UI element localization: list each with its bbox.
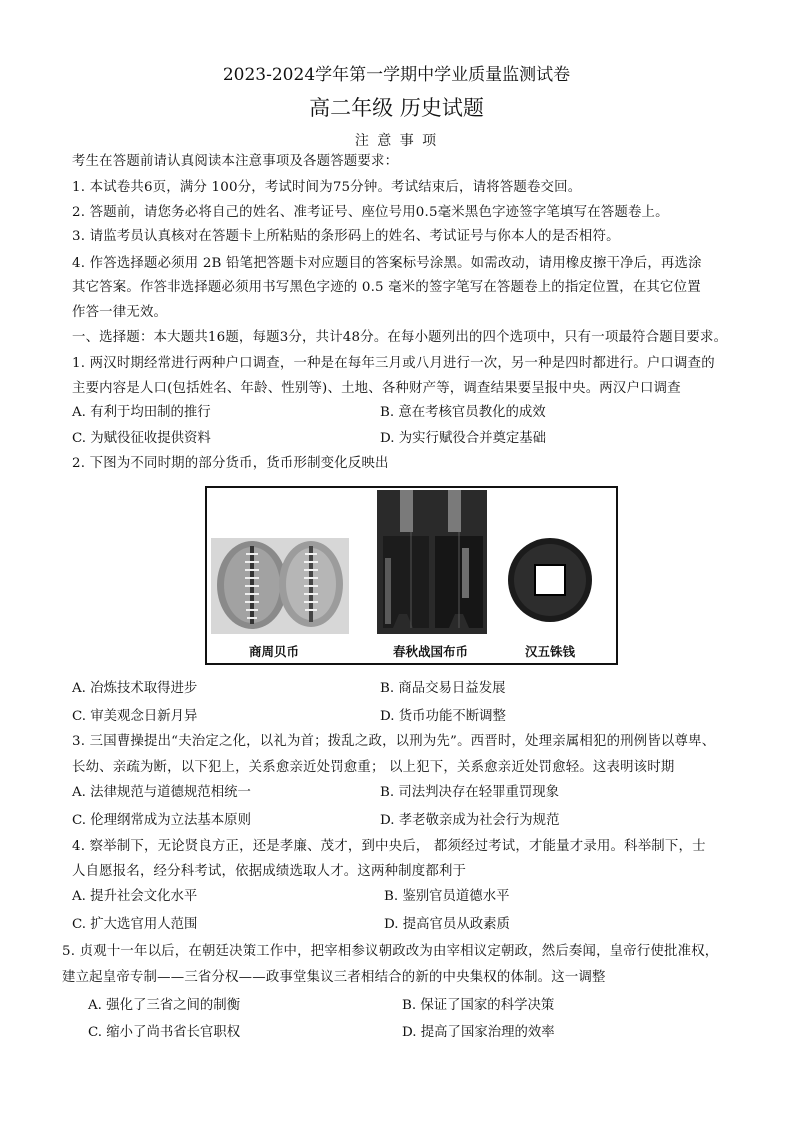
- notice-heading: 注 意 事 项: [354, 133, 439, 149]
- question-3-line-1: 3. 三国曹操提出“夫治定之化，以礼为首；拨乱之政，以刑为先”。西晋时，处理亲属相犯的刑例皆以尊卑、: [72, 734, 716, 749]
- question-5-line-2: 建立起皇帝专制——三省分权——政事堂集议三者相结合的新的中央集权的体制。这一调整: [62, 970, 606, 985]
- question-1-line-2: 主要内容是人口(包括姓名、年龄、性别等)、土地、各种财产等，调查结果要呈报中央。两汉户口调查: [72, 381, 681, 396]
- question-4-option-b: B. 鉴别官员道德水平: [384, 889, 510, 904]
- question-3-line-2: 长幼、亲疏为断，以下犯上，关系愈亲近处罚愈重； 以上犯下，关系愈亲近处罚愈轻。这表明该时期: [72, 760, 675, 775]
- instruction-item-4-line-1: 4. 作答选择题必须用 2B 铅笔把答题卡对应题目的答案标号涂黑。如需改动，请用橡皮擦干净后，再选涂: [72, 256, 702, 271]
- question-2-option-c: C. 审美观念日新月异: [72, 709, 198, 724]
- question-2-line-1: 2. 下图为不同时期的部分货币，货币形制变化反映出: [72, 456, 389, 471]
- question-5-option-b: B. 保证了国家的科学决策: [402, 998, 555, 1013]
- question-5-line-1: 5. 贞观十一年以后，在朝廷决策工作中，把宰相参议朝政改为由宰相议定朝政，然后奏闻，皇帝行使批准权，: [62, 944, 719, 959]
- caption-shell-money: 商周贝币: [249, 644, 300, 659]
- question-5-option-d: D. 提高了国家治理的效率: [402, 1025, 555, 1040]
- question-3-option-c: C. 伦理纲常成为立法基本原则: [72, 813, 251, 828]
- question-1-option-d: D. 为实行赋役合并奠定基础: [380, 431, 547, 446]
- caption-spade-money: 春秋战国布币: [393, 644, 469, 659]
- instruction-item-1: 1. 本试卷共6页，满分 100分，考试时间为75分钟。考试结束后，请将答题卷交回。: [72, 180, 582, 195]
- question-1-option-c: C. 为赋役征收提供资料: [72, 431, 211, 446]
- question-4-line-1: 4. 察举制下，无论贤良方正，还是孝廉、茂才，到中央后， 都须经过考试，才能量才录用。科举制下，士: [72, 839, 706, 854]
- instructions-intro: 考生在答题前请认真阅读本注意事项及各题答题要求：: [72, 154, 399, 169]
- currency-illustration: [207, 488, 616, 663]
- question-3-option-d: D. 孝老敬亲成为社会行为规范: [380, 813, 560, 828]
- question-2-option-b: B. 商品交易日益发展: [380, 681, 506, 696]
- instruction-item-3: 3. 请监考员认真核对在答题卡上所粘贴的条形码上的姓名、考试证号与你本人的是否相符。: [72, 229, 620, 244]
- question-2-option-a: A. 冶炼技术取得进步: [72, 681, 198, 696]
- question-5-option-c: C. 缩小了尚书省长官职权: [88, 1025, 241, 1040]
- currency-figure: [205, 486, 618, 665]
- caption-wuzhu-coin: 汉五铢钱: [525, 644, 576, 659]
- question-1-option-b: B. 意在考核官员教化的成效: [380, 405, 546, 420]
- exam-title: 2023-2024学年第一学期中学业质量监测试卷: [222, 65, 571, 85]
- question-1-line-1: 1. 两汉时期经常进行两种户口调查，一种是在每年三月或八月进行一次，另一种是四时都进行。户口调查的: [72, 356, 715, 371]
- question-4-option-a: A. 提升社会文化水平: [72, 889, 198, 904]
- instruction-item-4-line-2: 其它答案。作答非选择题必须用书写黑色字迹的 0.5 毫米的签字笔写在答题卷上的指定位置，在其它位置: [72, 280, 701, 295]
- instruction-item-4-line-3: 作答一律无效。: [72, 305, 168, 320]
- question-4-line-2: 人自愿报名，经分科考试，依据成绩选取人才。这两种制度都利于: [72, 864, 467, 879]
- question-3-option-b: B. 司法判决存在轻罪重罚现象: [380, 785, 560, 800]
- question-1-option-a: A. 有利于均田制的推行: [72, 405, 211, 420]
- exam-subtitle: 高二年级 历史试题: [309, 96, 484, 120]
- question-2-option-d: D. 货币功能不断调整: [380, 709, 506, 724]
- section-heading: 一、选择题：本大题共16题，每题3分，共计48分。在每小题列出的四个选项中，只有一项最符合题目要求。: [72, 330, 728, 345]
- question-4-option-d: D. 提高官员从政素质: [384, 917, 510, 932]
- instruction-item-2: 2. 答题前，请您务必将自己的姓名、准考证号、座位号用0.5毫米黑色字迹签字笔填写在答题卷上。: [72, 205, 669, 220]
- question-4-option-c: C. 扩大选官用人范围: [72, 917, 198, 932]
- question-3-option-a: A. 法律规范与道德规范相统一: [72, 785, 251, 800]
- question-5-option-a: A. 强化了三省之间的制衡: [88, 998, 241, 1013]
